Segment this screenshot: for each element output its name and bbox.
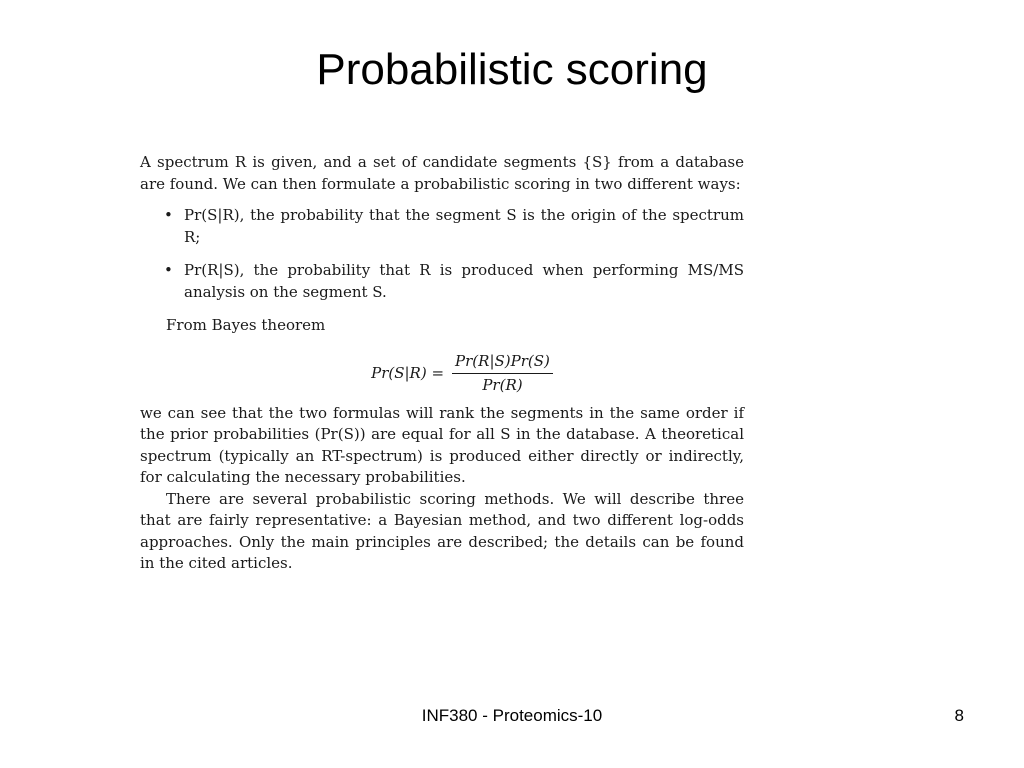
bullet-icon: • bbox=[164, 206, 173, 224]
bayes-intro-text: From Bayes theorem bbox=[166, 316, 326, 334]
equation-denominator: Pr(R) bbox=[482, 376, 523, 394]
list-item bbox=[140, 260, 744, 303]
bullet-text-pr-s-given-r: Pr(S|R), the probability that the segment S is the origin of the spectrum R; bbox=[184, 206, 744, 246]
textbook-excerpt bbox=[140, 152, 744, 575]
bullet-icon: • bbox=[164, 261, 173, 279]
methods-paragraph: There are several probabilistic scoring methods. We will describe three that are fairly representative: a Bayesian method, and two different log-odds approaches. Only the main principles are described; the details can be found in the cited articles. bbox=[140, 489, 744, 572]
footer-page-number: 8 bbox=[954, 706, 964, 725]
equation-numerator: Pr(R|S)Pr(S) bbox=[452, 351, 553, 375]
intro-paragraph: A spectrum R is given, and a set of candidate segments {S} from a database are found. We can then formulate a probabilistic scoring in two different ways: bbox=[140, 153, 744, 193]
ranking-paragraph: we can see that the two formulas will rank the segments in the same order if the prior probabilities (Pr(S)) are equal for all S in the database. A theoretical spectrum (typically an RT-spectrum) is produced either directly or indirectly, for calculating the necessary probabilities. bbox=[140, 403, 744, 486]
equation-lhs: Pr(S|R) = bbox=[371, 363, 445, 382]
scoring-definitions-list bbox=[140, 205, 744, 303]
list-item bbox=[140, 205, 744, 248]
bullet-text-pr-r-given-s: Pr(R|S), the probability that R is produced when performing MS/MS analysis on the segment S. bbox=[184, 261, 744, 301]
slide-title: Probabilistic scoring bbox=[316, 45, 708, 94]
bayes-equation bbox=[140, 351, 744, 397]
footer-course-label: INF380 - Proteomics-10 bbox=[421, 706, 603, 725]
equation-fraction bbox=[452, 351, 553, 397]
